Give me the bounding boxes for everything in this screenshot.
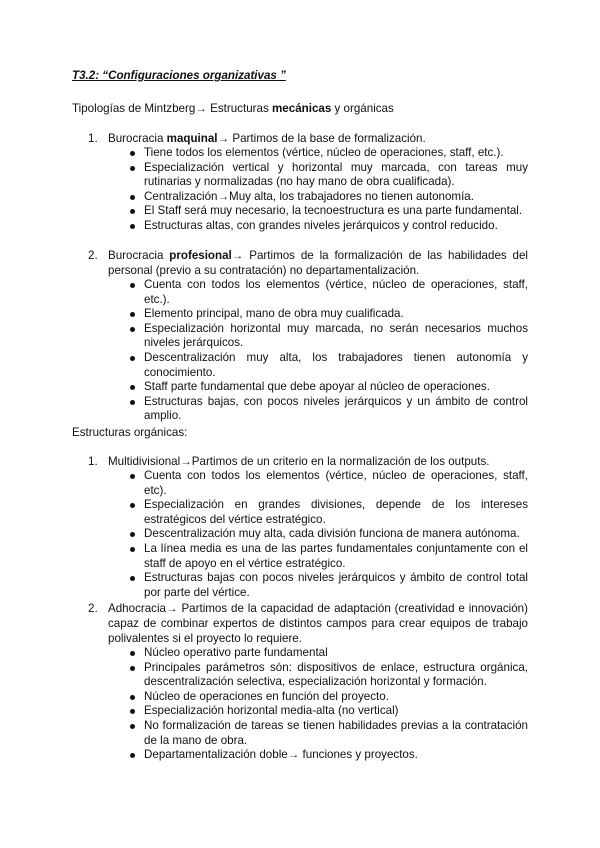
list-item [88, 204, 528, 219]
bullet-text: Especialización horizontal media-alta (no vertical) [144, 704, 399, 718]
item-adhocracia [88, 601, 528, 763]
bullet-text: Cuenta con todos los elementos (vértice, núcleo de operaciones, staff, etc.). [144, 278, 528, 306]
item-number: 2. [88, 602, 98, 615]
bullet-dot-icon [130, 166, 135, 171]
bullet-text: Descentralización muy alta, los trabajadores tienen autonomía y conocimiento. [144, 350, 528, 379]
bullet-dot-icon [130, 356, 135, 361]
bullet-dot-icon [130, 753, 135, 758]
bullet-dot-icon [130, 666, 135, 671]
intro-text: Tipologías de Mintzberg→ Estructuras [72, 102, 272, 115]
list-item [88, 146, 528, 161]
list-item [88, 278, 528, 307]
numbered-item [88, 131, 528, 146]
list-item [88, 719, 528, 748]
bullet-dot-icon [130, 209, 135, 214]
item-number: 1. [88, 455, 98, 468]
bullet-dot-icon [130, 651, 135, 656]
bullet-dot-icon [130, 400, 135, 405]
bullet-dot-icon [130, 695, 135, 700]
bullet-dot-icon [130, 224, 135, 229]
list-item [88, 219, 528, 234]
document-title: T3.2: “Configuraciones organizativas ” [72, 69, 286, 82]
list-item [88, 380, 528, 395]
intro-text-end: y orgánicas [331, 102, 394, 115]
list-item [88, 704, 528, 719]
bullet-text: Centralización→Muy alta, los trabajadores no tienen autonomía. [144, 189, 474, 203]
bullet-text: Especialización en grandes divisiones, depende de los intereses estratégicos del vértice estratégico. [144, 498, 528, 526]
bullet-list [88, 278, 528, 424]
bullet-text: No formalización de tareas se tienen habilidades previas a la contratación de la mano de obra. [144, 718, 528, 747]
bullet-text: Cuenta con todos los elementos (vértice, núcleo de operaciones, staff, etc). [144, 469, 528, 497]
bullet-dot-icon [130, 724, 135, 729]
list-item [88, 571, 528, 600]
item-number: 1. [88, 132, 98, 145]
list-item [88, 307, 528, 322]
item-burocracia-maquinal [88, 131, 528, 234]
bullet-list [88, 469, 528, 600]
list-item [88, 190, 528, 205]
list-item [88, 322, 528, 351]
numbered-item [88, 454, 528, 469]
list-item [88, 469, 528, 498]
bullet-dot-icon [130, 547, 135, 552]
bullet-list [88, 146, 528, 234]
bullet-text: Staff parte fundamental que debe apoyar al núcleo de operaciones. [144, 380, 490, 394]
bullet-text: Estructuras altas, con grandes niveles jerárquicos y control reducido. [144, 218, 498, 232]
bullet-text: Descentralización muy alta, cada división funciona de manera autónoma. [144, 527, 520, 541]
bullet-text: Elemento principal, mano de obra muy cualificada. [144, 307, 404, 321]
bullet-text: Núcleo de operaciones en función del proyecto. [144, 689, 389, 703]
bullet-dot-icon [130, 312, 135, 317]
list-item [88, 748, 528, 763]
bullet-text: Núcleo operativo parte fundamental [144, 646, 328, 659]
item-text-end: → Partimos de la base de formalización. [217, 132, 426, 145]
list-item [88, 395, 528, 424]
list-item [88, 690, 528, 705]
bullet-dot-icon [130, 503, 135, 508]
bullet-dot-icon [130, 283, 135, 288]
item-text-end: → Partimos de la formalización de las habilidades del personal (previo a su contratación) no departamentalización. [108, 249, 529, 277]
bullet-dot-icon [130, 385, 135, 390]
item-bold: profesional [169, 249, 232, 262]
bullet-dot-icon [130, 576, 135, 581]
organicas-heading: Estructuras orgánicas: [72, 426, 188, 439]
bullet-text: Estructuras bajas con pocos niveles jerárquicos y ámbito de control total por parte del vértice. [144, 571, 528, 599]
bullet-text: Departamentalización doble→ funciones y proyectos. [144, 748, 418, 762]
numbered-item [88, 248, 528, 278]
list-item [88, 646, 528, 661]
bullet-dot-icon [130, 327, 135, 332]
bullet-text: Especialización vertical y horizontal muy marcada, con tareas muy rutinarias y normalizadas (no hay mano de obra cualificada). [144, 160, 528, 189]
item-multidivisional [88, 454, 528, 600]
bullet-dot-icon [130, 474, 135, 479]
item-text: Burocracia [108, 249, 170, 262]
list-item [88, 161, 528, 190]
numbered-item [88, 601, 528, 646]
bullet-dot-icon [130, 709, 135, 714]
item-bold: maquinal [166, 132, 218, 145]
list-item [88, 661, 528, 690]
item-text: Burocracia [108, 132, 167, 145]
intro-bold: mecánicas [271, 102, 332, 115]
bullet-dot-icon [130, 195, 135, 200]
list-item [88, 542, 528, 571]
bullet-dot-icon [130, 532, 135, 537]
bullet-text: La línea media es una de las partes fundamentales conjuntamente con el staff de apoyo en el vértice estratégico. [144, 541, 528, 570]
list-item [88, 527, 528, 542]
list-item [88, 351, 528, 380]
item-text: Adhocracia→ Partimos de la capacidad de adaptación (creatividad e innovación) capaz de combinar expertos de distintos campos para crear equipos de trabajo polivalentes si el proyecto lo requiere. [108, 602, 528, 645]
intro-line [72, 101, 394, 116]
list-item [88, 498, 528, 527]
bullet-text: Estructuras bajas, con pocos niveles jerárquicos y un ámbito de control amplio. [144, 394, 528, 423]
bullet-dot-icon [130, 151, 135, 156]
item-burocracia-profesional [88, 248, 528, 424]
bullet-text: Especialización horizontal muy marcada, no serán necesarios muchos niveles jerárquicos. [144, 321, 528, 350]
bullet-list [88, 646, 528, 763]
bullet-text: Principales parámetros són: dispositivos de enlace, estructura orgánica, descentralización selectiva, especialización horizontal y formación. [144, 660, 528, 689]
item-text: Multidivisional→Partimos de un criterio en la normalización de los outputs. [108, 455, 490, 468]
bullet-text: Tiene todos los elementos (vértice, núcleo de operaciones, staff, etc.). [144, 146, 504, 159]
bullet-text: El Staff será muy necesario, la tecnoestructura es una parte fundamental. [144, 204, 523, 218]
item-number: 2. [88, 249, 98, 262]
